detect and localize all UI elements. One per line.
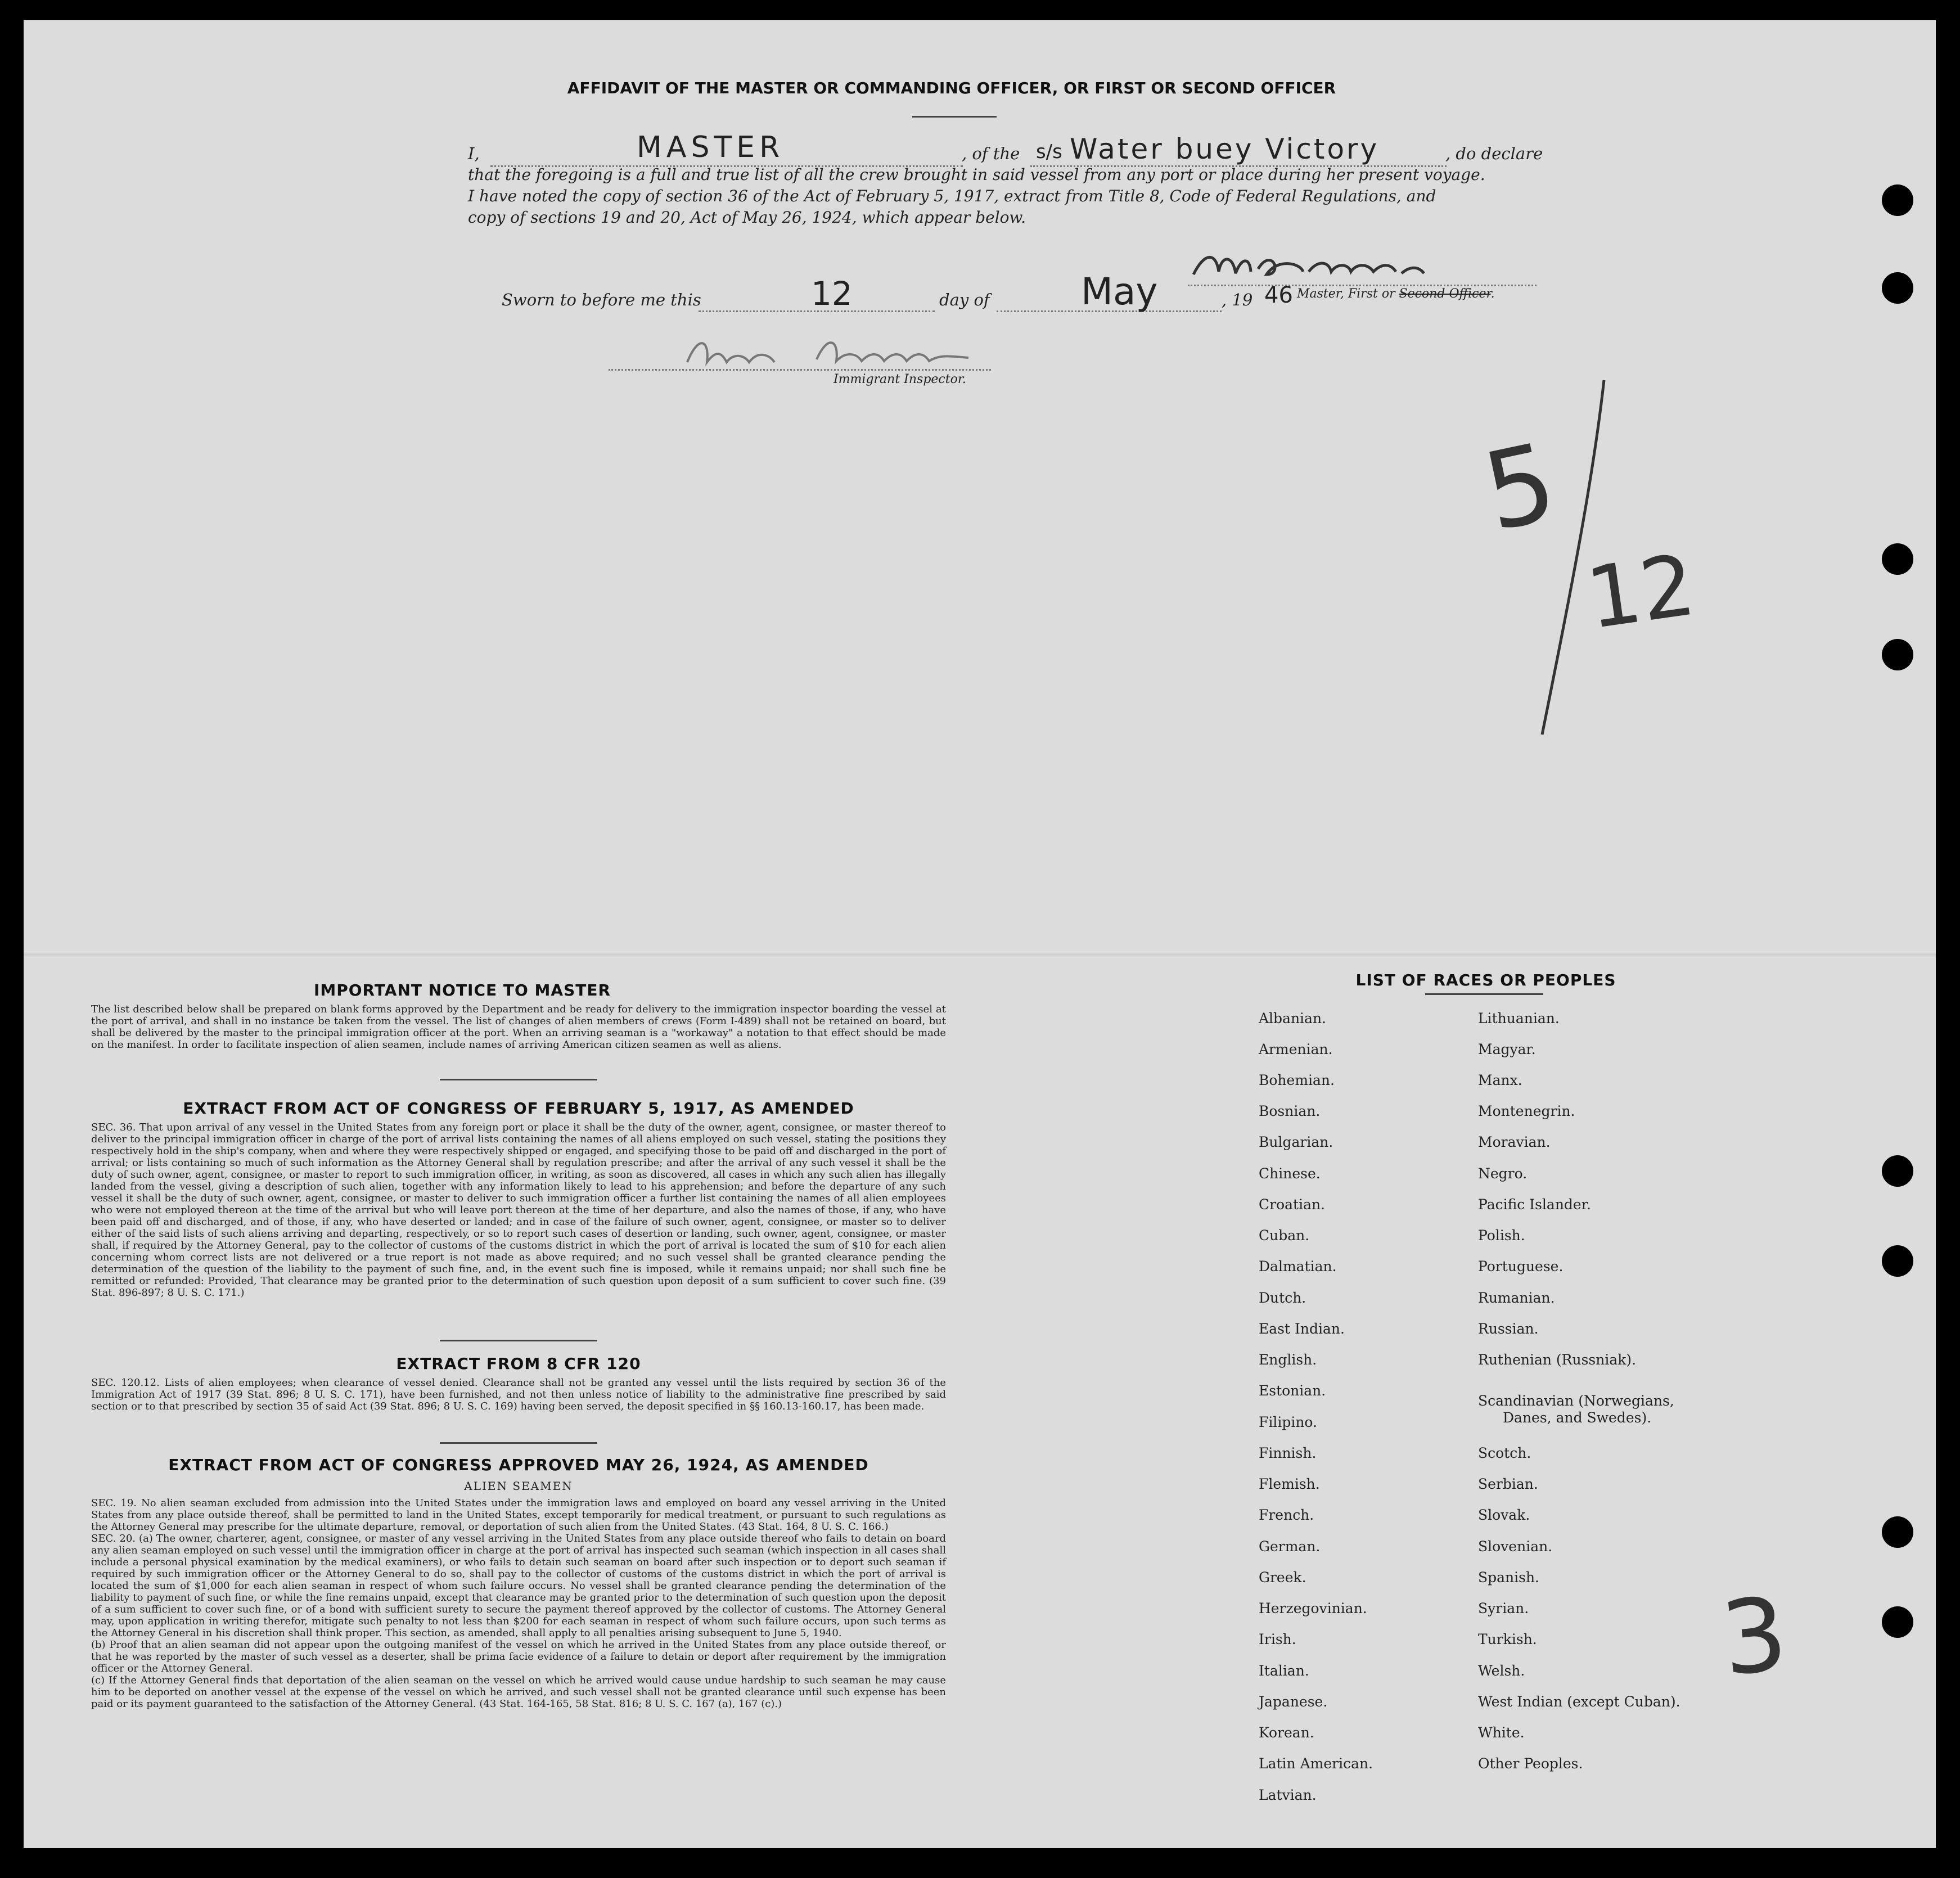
races-title: LIST OF RACES OR PEOPLES (1355, 971, 1616, 989)
punch-hole (1882, 272, 1913, 304)
race-item: Other Peoples. (1478, 1755, 1583, 1772)
officer-title-caption (1297, 287, 1495, 301)
race-item: Chinese. (1259, 1165, 1321, 1182)
race-item: Scandinavian (Norwegians, (1478, 1393, 1674, 1409)
race-item: Rumanian. (1478, 1290, 1555, 1306)
sec20c-text: (c) If the Attorney General finds that deportation of the alien seaman on the vessel on which he arrived would cause undue hardship to such seaman he may cause him to be deported on another vessel at the expense of the vessel on which he arrived, and such vessel shall not be granted clearance until such expense has been paid or its payment guaranteed to the satisfaction of the Attorney General. (43 Stat. 164-165, 58 Stat. 816; 8 U. S. C. 167 (a), 167 (c).) (91, 1674, 946, 1710)
race-item: Latin American. (1259, 1755, 1373, 1772)
day-of-text: day of (939, 290, 990, 309)
officer-signature (1188, 241, 1447, 291)
race-item: German. (1259, 1538, 1321, 1555)
race-item: Dutch. (1259, 1290, 1306, 1306)
vessel-prefix-handwritten: s/s (1036, 141, 1062, 163)
race-item: Manx. (1478, 1072, 1522, 1088)
race-item: Polish. (1478, 1227, 1525, 1244)
race-item: Bulgarian. (1259, 1134, 1333, 1150)
race-item: Pacific Islander. (1478, 1196, 1591, 1213)
officer-title-part-2: Second Officer (1399, 287, 1491, 301)
race-item: Slovak. (1478, 1507, 1530, 1523)
race-item: Russian. (1478, 1321, 1539, 1337)
race-item: Slovenian. (1478, 1538, 1553, 1555)
race-item: Dalmatian. (1259, 1258, 1337, 1274)
affidavit-line1-prefix: I, (468, 144, 480, 163)
affidavit-line4: copy of sections 19 and 20, Act of May 26, 1924, which appear below. (468, 208, 1026, 227)
race-item: Croatian. (1259, 1196, 1326, 1213)
margin-date-day: 12 (1580, 536, 1701, 648)
page-fold (24, 951, 1936, 958)
race-item: Flemish. (1259, 1476, 1320, 1492)
inspector-dotted-line (609, 369, 991, 371)
officer-title-part-3: . (1490, 287, 1495, 301)
races-rule (1425, 993, 1543, 995)
race-item: Danes, and Swedes). (1503, 1409, 1652, 1426)
race-item: Spanish. (1478, 1569, 1540, 1586)
race-item: Serbian. (1478, 1476, 1538, 1492)
race-item: Welsh. (1478, 1663, 1525, 1679)
race-item: Moravian. (1478, 1134, 1551, 1150)
race-item: Albanian. (1259, 1010, 1327, 1026)
punch-hole (1882, 1516, 1913, 1548)
race-item: Finnish. (1259, 1445, 1317, 1461)
affidavit-line2: that the foregoing is a full and true list of all the crew brought in said vessel from any port or place during her present voyage. (468, 165, 1485, 184)
extract-cfr-title: EXTRACT FROM 8 CFR 120 (396, 1354, 641, 1373)
year-handwritten: 46 (1264, 282, 1293, 308)
sworn-text: Sworn to before me this (502, 290, 701, 309)
race-item: East Indian. (1259, 1321, 1345, 1337)
race-item: Negro. (1478, 1165, 1528, 1182)
race-item: Ruthenian (Russniak). (1478, 1352, 1637, 1368)
day-handwritten: 12 (811, 274, 853, 313)
race-item: Syrian. (1478, 1600, 1529, 1616)
notice-body: The list described below shall be prepared on blank forms approved by the Department and be ready for delivery to the immigration inspector boarding the vessel at the port of arrival, and shall in no instance be taken from the vessel. The list of changes of alien members of crews (Form I-489) shall not be retained on board, but shall be delivered by the master to the principal immigration officer at the port. When an arriving seaman is a "workaway" a notation to that effect should be made on the manifest. In order to facilitate inspection of alien seamen, include names of arriving American citizen seamen as well as aliens. (91, 1003, 946, 1051)
extract1917-title: EXTRACT FROM ACT OF CONGRESS OF FEBRUARY 5, 1917, AS AMENDED (183, 1099, 854, 1118)
race-item: Latvian. (1259, 1787, 1317, 1803)
race-item: Lithuanian. (1478, 1010, 1560, 1026)
officer-title-part-1: Master, First or (1297, 287, 1399, 301)
punch-hole (1882, 1155, 1913, 1187)
extract1917-body: SEC. 36. That upon arrival of any vessel in the United States from any foreign port or place it shall be the duty of the owner, agent, consignee, or master thereof to deliver to the principal immigration officer in charge of the port of arrival lists containing the names of all aliens employed on such vessel, stating the positions they respectively hold in the ship's company, when and where they were respectively shipped or engaged, and specifying those to be paid off and discharged in the port of arrival; or lists containing so much of such information as the Attorney General shall by regulation prescribe; and after the arrival of any such vessel it shall be the duty of such owner, agent, consignee, or master to report to such immigration officer, in writing, as soon as discovered, all cases in which any such alien has illegally landed from the vessel, giving a description of such alien, together with any information likely to lead to his apprehension; and before the departure of any such vessel it shall be the duty of such owner, agent, consignee, or master to deliver to such immigration officer a further list containing the names of all alien employees who were not employed thereon at the time of the arrival but who will leave port thereon at the time of her departure, and also the names of those, if any, who have been paid off and discharged, and of those, if any, who have deserted or landed; and in case of the failure of such owner, agent, consignee, or master so to deliver either of the said lists of such aliens arriving and departing, respectively, or so to report such cases of desertion or landing, such owner, agent, consignee, or master shall, if required by the Attorney General, pay to the collector of customs of the customs district in which the port of arrival is located the sum of $10 for each alien concerning whom correct lists are not delivered or a true report is not made as above required; and no such vessel shall be granted clearance pending the determination of the question of the liability to the payment of such fine, and, in the event such fine is imposed, while it remains unpaid; nor shall such fine be remitted or refunded: Provided, That clearance may be granted prior to the determination of such question upon deposit of a sum sufficient to cover such fine. (39 Stat. 896-897; 8 U. S. C. 171.) (91, 1122, 946, 1299)
punch-hole (1882, 543, 1913, 575)
race-item: Bohemian. (1259, 1072, 1335, 1088)
document-page (24, 20, 1936, 1848)
vessel-name-handwritten: Water buey Victory (1070, 133, 1380, 165)
year-prefix-text: , 19 (1222, 290, 1253, 309)
punch-hole (1882, 184, 1913, 216)
race-item: Herzegovinian. (1259, 1600, 1367, 1616)
sec19-text: SEC. 19. No alien seaman excluded from admission into the United States under the immigration laws and employed on board any vessel arriving in the United States from any place outside thereof, shall be permitted to land in the United States, except temporarily for medical treatment, or pursuant to such regulations as the Attorney General may prescribe for the ultimate departure, removal, or deportation of such alien from the United States. (43 Stat. 164, 8 U. S. C. 166.) (91, 1497, 946, 1533)
title-rule (912, 116, 997, 118)
do-declare-text: , do declare (1445, 144, 1543, 163)
extract1917-rule (440, 1340, 597, 1341)
race-item: Montenegrin. (1478, 1103, 1575, 1119)
rank-handwritten: MASTER (637, 130, 785, 164)
punch-hole (1882, 639, 1913, 670)
race-item: Irish. (1259, 1631, 1296, 1647)
extract-cfr-rule (440, 1442, 597, 1444)
extract1924-title: EXTRACT FROM ACT OF CONGRESS APPROVED MAY 26, 1924, AS AMENDED (168, 1456, 869, 1474)
race-item: French. (1259, 1507, 1314, 1523)
margin-date-month: 5 (1474, 419, 1566, 556)
extract1924-body (91, 1497, 946, 1710)
of-the-text: , of the (962, 144, 1020, 163)
punch-hole (1882, 1245, 1913, 1277)
race-item: English. (1259, 1352, 1317, 1368)
affidavit-title: AFFIDAVIT OF THE MASTER OR COMMANDING OFFICER, OR FIRST OR SECOND OFFICER (567, 79, 1336, 97)
handwritten-page-number: 3 (1716, 1575, 1793, 1699)
race-item: Korean. (1259, 1724, 1314, 1741)
race-item: Japanese. (1259, 1694, 1328, 1710)
race-item: Estonian. (1259, 1382, 1326, 1399)
punch-hole (1882, 1606, 1913, 1638)
race-item: Italian. (1259, 1663, 1309, 1679)
sec20b-text: (b) Proof that an alien seaman did not appear upon the outgoing manifest of the vessel on which he arrived in the United States from any place outside thereof, or that he was reported by the master of such vessel as a deserter, shall be prima facie evidence of a failure to detain or deport after requirement by the immigration officer or the Attorney General. (91, 1639, 946, 1674)
notice-rule (440, 1079, 597, 1080)
race-item: White. (1478, 1724, 1525, 1741)
notice-title: IMPORTANT NOTICE TO MASTER (313, 981, 611, 999)
extract-cfr-body: SEC. 120.12. Lists of alien employees; when clearance of vessel denied. Clearance shall not be granted any vessel until the lists required by section 36 of the Immigration Act of 1917 (39 Stat. 896; 8 U. S. C. 171), have been furnished, and not then unless notice of liability to the administrative fine prescribed by said section or to that prescribed by section 35 of said Act (39 Stat. 896; 8 U. S. C. 169) having been served, the deposit specified in §§ 160.13-160.17, has been made. (91, 1377, 946, 1412)
sec20a-text: SEC. 20. (a) The owner, charterer, agent, consignee, or master of any vessel arriving in the United States from any place outside thereof who fails to detain on board any alien seaman employed on such vessel until the immigration officer in charge at the port of arrival has inspected such seaman (which inspection in all cases shall include a personal physical examination by the medical examiners), or who fails to detain such seaman on board after such inspection or to deport such seaman if required by such immigration officer or the Attorney General to do so, shall pay to the collector of customs of the customs district in which the port of arrival is located the sum of $1,000 for each alien seaman in respect of whom such failure occurs. No vessel shall be granted clearance pending the determination of the liability to payment of such fine, or while the fine remains unpaid, except that clearance may be granted prior to the determination of such question upon the deposit of a sum sufficient to cover such fine, or of a bond with sufficient surety to secure the payment thereof approved by the collector of customs. The Attorney General may, upon application in writing therefor, mitigate such penalty to not less than $200 for each seaman in respect of whom such failure occurs, upon such terms as the Attorney General in his discretion shall think proper. This section, as amended, shall apply to all penalties arising subsequent to June 5, 1940. (91, 1533, 946, 1639)
inspector-caption: Immigrant Inspector. (833, 372, 966, 386)
race-item: Magyar. (1478, 1041, 1536, 1057)
race-item: Bosnian. (1259, 1103, 1321, 1119)
extract1924-subtitle: ALIEN SEAMEN (464, 1479, 573, 1493)
month-handwritten: May (1081, 270, 1158, 313)
race-item: Filipino. (1259, 1414, 1317, 1430)
affidavit-line3: I have noted the copy of section 36 of the Act of February 5, 1917, extract from Title 8, Code of Federal Regulations, and (468, 187, 1436, 205)
race-item: Portuguese. (1478, 1258, 1564, 1274)
inspector-signature (676, 328, 991, 373)
race-item: Scotch. (1478, 1445, 1531, 1461)
race-item: West Indian (except Cuban). (1478, 1694, 1680, 1710)
race-item: Turkish. (1478, 1631, 1537, 1647)
race-item: Armenian. (1259, 1041, 1333, 1057)
race-item: Cuban. (1259, 1227, 1310, 1244)
signature-dotted-line (1188, 285, 1537, 286)
race-item: Greek. (1259, 1569, 1306, 1586)
